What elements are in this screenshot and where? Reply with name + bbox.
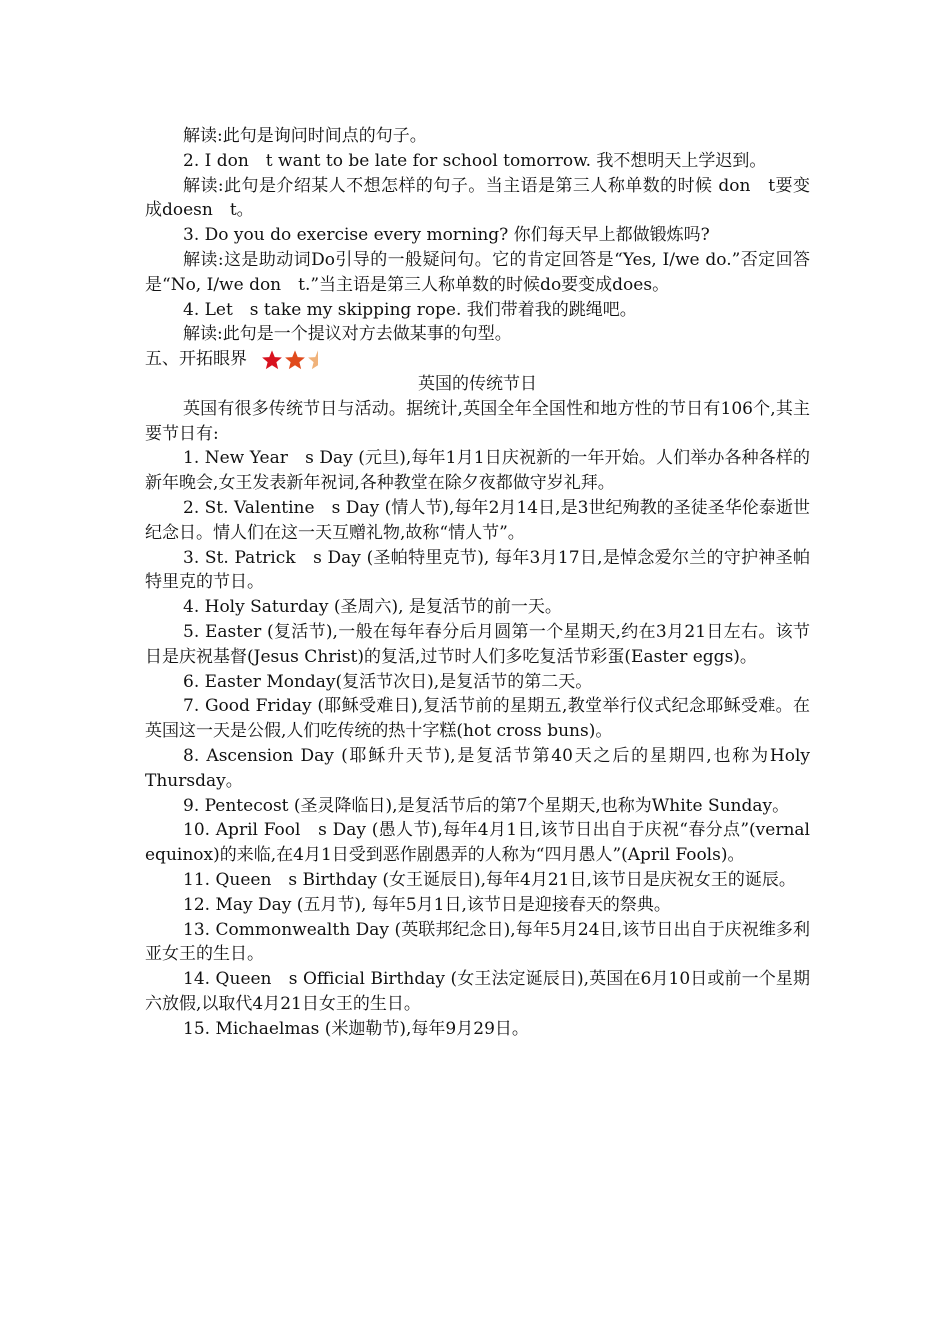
holiday-item: 13. Commonwealth Day (英联邦纪念日),每年5月24日,该节日出自于庆祝维多利亚女王的生日。 xyxy=(145,919,810,965)
star-icon xyxy=(284,349,306,371)
holiday-item: 9. Pentecost (圣灵降临日),是复活节后的第7个星期天,也称为White Sunday。 xyxy=(183,795,790,816)
holiday-item: 1. New Year s Day (元旦),每年1月1日庆祝新的一年开始。人们举办各种各样的新年晚会,女王发表新年祝词,各种教堂在除夕夜都做守岁礼拜。 xyxy=(145,448,810,494)
holiday-item: 8. Ascension Day (耶稣升天节),是复活节第40天之后的星期四,也称为Holy Thursday。 xyxy=(145,745,810,791)
holiday-item: 7. Good Friday (耶稣受难日),复活节前的星期五,教堂举行仪式纪念耶稣受难。在英国这一天是公假,人们吃传统的热十字糕(hot cross buns)。 xyxy=(145,696,810,742)
star-icon xyxy=(261,349,283,371)
holiday-item: 4. Holy Saturday (圣周六), 是复活节的前一天。 xyxy=(183,597,562,618)
paragraph-explanation-3: 解读:这是助动词Do引导的一般疑问句。它的肯定回答是“Yes, I/we do.”否定回答是“No, I/we don t.”当主语是第三人称单数的时候do要变成does。 xyxy=(145,249,810,295)
article-intro: 英国有很多传统节日与活动。据统计,英国全年全国性和地方性的节日有106个,其主要节日有: xyxy=(145,398,810,444)
holiday-item: 12. May Day (五月节), 每年5月1日,该节日是迎接春天的祭典。 xyxy=(183,894,671,915)
holiday-item: 10. April Fool s Day (愚人节),每年4月1日,该节日出自于庆祝“春分点”(vernal equinox)的来临,在4月1日受到恶作剧愚弄的人称为“四月愚人”(April Fools)。 xyxy=(145,820,810,866)
section-heading xyxy=(145,347,810,372)
difficulty-rating xyxy=(261,349,330,371)
holiday-item: 11. Queen s Birthday (女王诞辰日),每年4月21日,该节日是庆祝女王的诞辰。 xyxy=(183,869,796,890)
paragraph-sentence-2: 2. I don t want to be late for school tomorrow. 我不想明天上学迟到。 xyxy=(183,150,767,171)
article-title: 英国的传统节日 xyxy=(418,373,537,394)
paragraph-sentence-4: 4. Let s take my skipping rope. 我们带着我的跳绳吧。 xyxy=(183,299,637,320)
paragraph-explanation-2: 解读:此句是介绍某人不想怎样的句子。当主语是第三人称单数的时候 don t要变成doesn t。 xyxy=(145,175,810,221)
holiday-item: 15. Michaelmas (米迦勒节),每年9月29日。 xyxy=(183,1018,529,1039)
holiday-item: 2. St. Valentine s Day (情人节),每年2月14日,是3世纪殉教的圣徒圣华伦泰逝世纪念日。情人们在这一天互赠礼物,故称“情人节”。 xyxy=(145,497,810,543)
paragraph-sentence-3: 3. Do you do exercise every morning? 你们每天早上都做锻炼吗? xyxy=(183,225,710,246)
half-star-icon xyxy=(307,349,329,371)
holiday-item: 6. Easter Monday(复活节次日),是复活节的第二天。 xyxy=(183,671,593,692)
holiday-list xyxy=(145,446,810,1041)
holiday-item: 5. Easter (复活节),一般在每年春分后月圆第一个星期天,约在3月21日左右。该节日是庆祝基督(Jesus Christ)的复活,过节时人们多吃复活节彩蛋(Easter eggs)。 xyxy=(145,621,810,667)
paragraph-explanation-1: 解读:此句是询问时间点的句子。 xyxy=(183,126,427,146)
document-page xyxy=(145,124,810,1041)
holiday-item: 14. Queen s Official Birthday (女王法定诞辰日),英国在6月10日或前一个星期六放假,以取代4月21日女王的生日。 xyxy=(145,969,810,1014)
section-heading-text: 五、开拓眼界 xyxy=(145,349,247,370)
paragraph-explanation-4: 解读:此句是一个提议对方去做某事的句型。 xyxy=(183,324,512,345)
holiday-item: 3. St. Patrick s Day (圣帕特里克节), 每年3月17日,是悼念爱尔兰的守护神圣帕特里克的节日。 xyxy=(145,547,810,593)
